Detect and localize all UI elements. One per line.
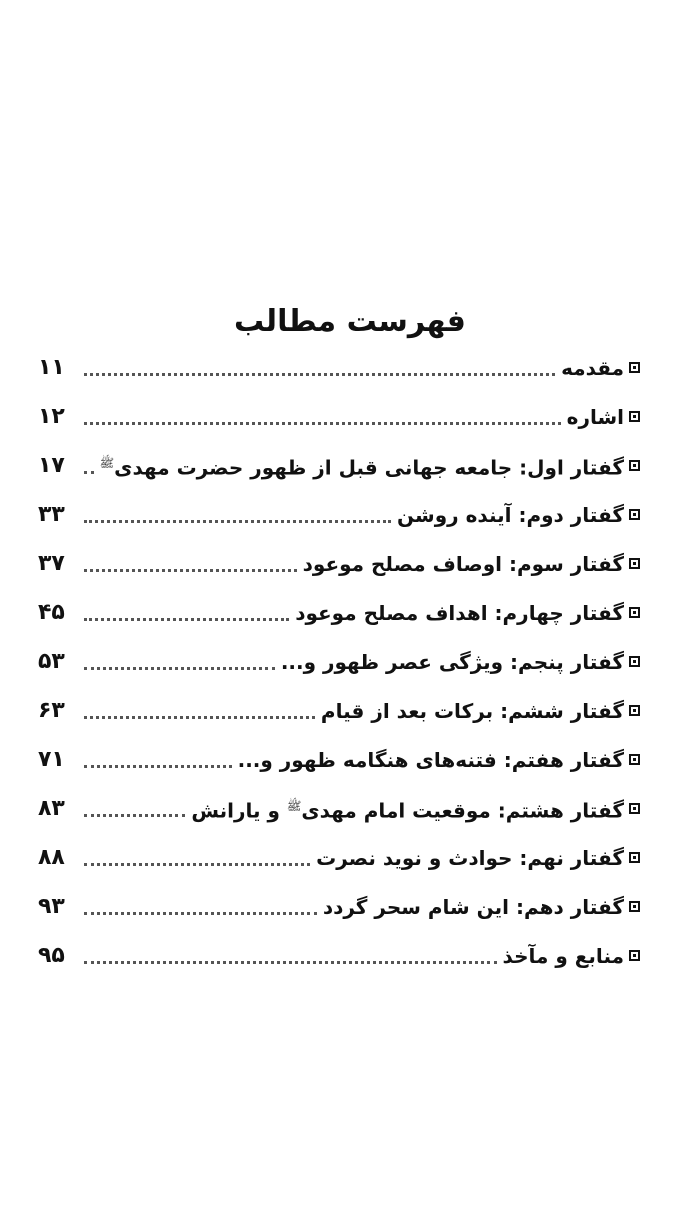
square-bullet-icon (629, 509, 640, 520)
page-number: ۵۳ (38, 648, 65, 674)
toc-entry[interactable] (38, 637, 640, 686)
entry-title: منابع و مآخذ (502, 943, 624, 968)
entry-title: گفتار چهارم: اهداف مصلح موعود (295, 600, 624, 625)
dot-leader (84, 604, 289, 621)
square-bullet-icon (629, 558, 640, 569)
entry-title: گفتار دهم: این شام سحر گردد (322, 894, 624, 919)
toc-entry[interactable] (38, 686, 640, 735)
entry-title: گفتار نهم: حوادث و نوید نصرت (316, 845, 624, 870)
page-number: ۴۵ (38, 599, 65, 625)
dot-leader (84, 359, 555, 376)
entry-title: اشاره (566, 404, 624, 429)
entry-title: گفتار سوم: اوصاف مصلح موعود (302, 551, 624, 576)
dot-leader (84, 898, 317, 915)
dot-leader (84, 947, 497, 964)
square-bullet-icon (629, 754, 640, 765)
dot-leader (84, 457, 94, 474)
dot-leader (84, 800, 185, 817)
toc-entry[interactable] (38, 588, 640, 637)
entry-title: گفتار هفتم: فتنه‌های هنگامه ظهور و... (237, 747, 624, 772)
page-number: ۹۵ (38, 942, 65, 968)
square-bullet-icon (629, 803, 640, 814)
toc-entry[interactable] (38, 539, 640, 588)
honorific-glyph: ﷺ (99, 456, 115, 471)
dot-leader (84, 555, 297, 572)
page-number: ۳۳ (38, 501, 65, 527)
entry-title: گفتار پنجم: ویژگی عصر ظهور و... (280, 649, 624, 674)
square-bullet-icon (629, 607, 640, 618)
toc-entry[interactable] (38, 490, 640, 539)
toc-entry[interactable] (38, 882, 640, 931)
entry-title: گفتار ششم: برکات بعد از قیام (320, 698, 624, 723)
page-number: ۱۱ (38, 354, 65, 380)
page-number: ۷۱ (38, 746, 65, 772)
dot-leader (84, 702, 315, 719)
page-number: ۳۷ (38, 550, 65, 576)
page-number: ۹۳ (38, 893, 65, 919)
dot-leader (84, 849, 310, 866)
toc-entry[interactable] (38, 441, 640, 490)
page-number: ۶۳ (38, 697, 65, 723)
dot-leader (84, 408, 561, 425)
dot-leader (84, 653, 275, 670)
square-bullet-icon (629, 852, 640, 863)
dot-leader (84, 506, 391, 523)
toc-entry[interactable] (38, 392, 640, 441)
page-number: ۱۷ (38, 452, 65, 478)
page-title: فهرست مطالب (234, 304, 466, 339)
entry-title-suffix: و یارانش (191, 798, 287, 823)
entry-title: مقدمه (561, 355, 624, 380)
entry-title (191, 791, 624, 826)
toc-entry[interactable] (38, 343, 640, 392)
square-bullet-icon (629, 705, 640, 716)
page-number: ۸۸ (38, 844, 65, 870)
dot-leader (84, 751, 232, 768)
entry-title-text: گفتار هشتم: موقعیت امام مهدی (301, 798, 624, 823)
entry-title (100, 448, 624, 483)
square-bullet-icon (629, 460, 640, 471)
square-bullet-icon (629, 411, 640, 422)
entry-title-text: گفتار اول: جامعه جهانی قبل از ظهور حضرت مهدی (114, 455, 624, 480)
entry-title: گفتار دوم: آینده روشن (397, 502, 624, 527)
toc-entry[interactable] (38, 931, 640, 980)
square-bullet-icon (629, 656, 640, 667)
table-of-contents (38, 343, 640, 980)
toc-entry[interactable] (38, 833, 640, 882)
toc-entry[interactable] (38, 735, 640, 784)
page-number: ۸۳ (38, 795, 65, 821)
honorific-glyph: ﷺ (286, 799, 302, 814)
square-bullet-icon (629, 950, 640, 961)
page-number: ۱۲ (38, 403, 65, 429)
square-bullet-icon (629, 362, 640, 373)
toc-entry[interactable] (38, 784, 640, 833)
square-bullet-icon (629, 901, 640, 912)
